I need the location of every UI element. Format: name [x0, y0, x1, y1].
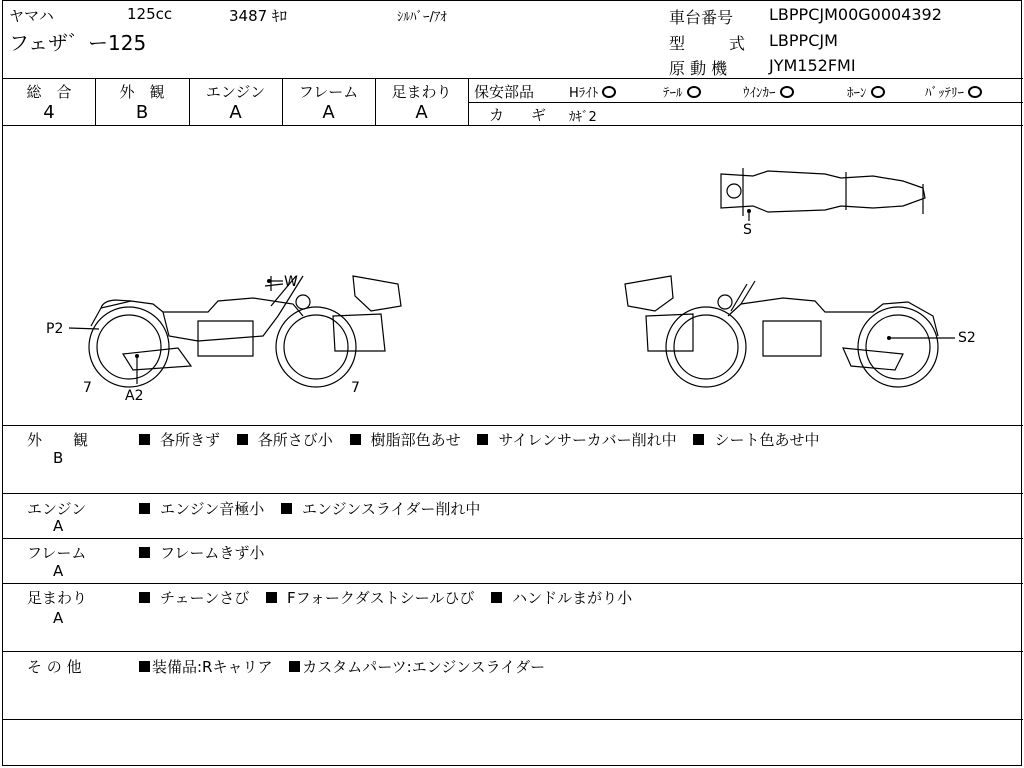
- grade-label-suspension: 足まわり: [391, 83, 452, 101]
- label-a2: A2: [125, 388, 144, 404]
- frame-no-label: 車台番号: [669, 8, 734, 27]
- grade-value-exterior: B: [135, 102, 149, 123]
- grade-value-engine: A: [229, 102, 242, 123]
- divider: [3, 78, 1023, 79]
- damage-diagram: [3, 126, 1023, 426]
- note-category-other: そ の 他: [27, 658, 82, 676]
- safety-item-winker: ｳｲﾝｶｰ: [743, 82, 794, 101]
- displacement: 125cc: [127, 5, 173, 23]
- grade-value-frame: A: [322, 102, 335, 123]
- frame-no: LBPPCJM00G0004392: [769, 5, 942, 24]
- ok-mark-icon: [602, 86, 616, 98]
- label-s: S: [743, 222, 752, 238]
- note-items-frame: フレームきず小: [139, 542, 276, 563]
- maker: ヤマハ: [9, 7, 54, 25]
- label-7-right: 7: [351, 380, 360, 396]
- safety-item-headlight: Hﾗｲﾄ: [569, 82, 616, 101]
- type-label: 型 式: [669, 34, 760, 53]
- ok-mark-icon: [871, 86, 885, 98]
- note-grade-exterior: B: [53, 449, 64, 467]
- safety-item-tail: ﾃｰﾙ: [663, 82, 701, 101]
- ok-mark-icon: [687, 86, 701, 98]
- note-grade-engine: A: [53, 517, 64, 535]
- key-value: ｶｷﾞ2: [569, 110, 597, 125]
- right-side-motorcycle-icon: [625, 276, 938, 387]
- note-category-frame: フレーム: [27, 544, 87, 562]
- grade-value-overall: 4: [43, 102, 55, 123]
- grade-label-frame: フレーム: [298, 83, 359, 101]
- note-items-exterior: 各所きず 各所さび小 樹脂部色あせ サイレンサーカバー削れ中 シート色あせ中: [139, 429, 831, 450]
- safety-item-horn: ﾎｰﾝ: [847, 82, 885, 101]
- label-p2: P2: [46, 321, 64, 337]
- safety-item-battery: ﾊﾞｯﾃﾘｰ: [925, 82, 982, 101]
- ok-mark-icon: [780, 86, 794, 98]
- note-items-suspension: チェーンさび Fフォークダストシールひび ハンドルまがり小: [139, 587, 644, 608]
- grade-value-suspension: A: [415, 102, 428, 123]
- note-grade-frame: A: [53, 562, 64, 580]
- note-grade-suspension: A: [53, 609, 64, 627]
- note-category-engine: エンジン: [27, 500, 87, 518]
- note-items-engine: エンジン音極小 エンジンスライダー削れ中: [139, 498, 492, 519]
- color: ｼﾙﾊﾞｰ/ｱｵ: [397, 10, 447, 25]
- type-value: LBPPCJM: [769, 31, 838, 50]
- ok-mark-icon: [968, 86, 982, 98]
- left-side-motorcycle-icon: [89, 276, 401, 387]
- note-category-suspension: 足まわり: [27, 589, 88, 607]
- safety-label: 保安部品: [474, 83, 535, 101]
- model-name: フェザ゛ー125: [9, 31, 147, 55]
- note-category-exterior: 外 観: [27, 431, 97, 449]
- note-items-other: 装備品:Rキャリア カスタムパーツ:エンジンスライダー: [139, 656, 557, 677]
- grade-label-exterior: 外 観: [119, 83, 165, 101]
- grade-label-overall: 総 合: [26, 83, 72, 101]
- mileage: 3487 ｷﾛ: [229, 7, 287, 25]
- top-view-motorcycle-icon: [721, 168, 925, 216]
- key-label: カ ギ: [489, 106, 553, 124]
- engine-value: JYM152FMI: [769, 56, 856, 75]
- label-s2: S2: [958, 330, 976, 346]
- engine-label: 原 動 機: [669, 59, 728, 78]
- grade-label-engine: エンジン: [205, 83, 266, 101]
- inspection-sheet: [2, 0, 1022, 766]
- label-w: W: [284, 274, 298, 290]
- label-7-left: 7: [83, 380, 92, 396]
